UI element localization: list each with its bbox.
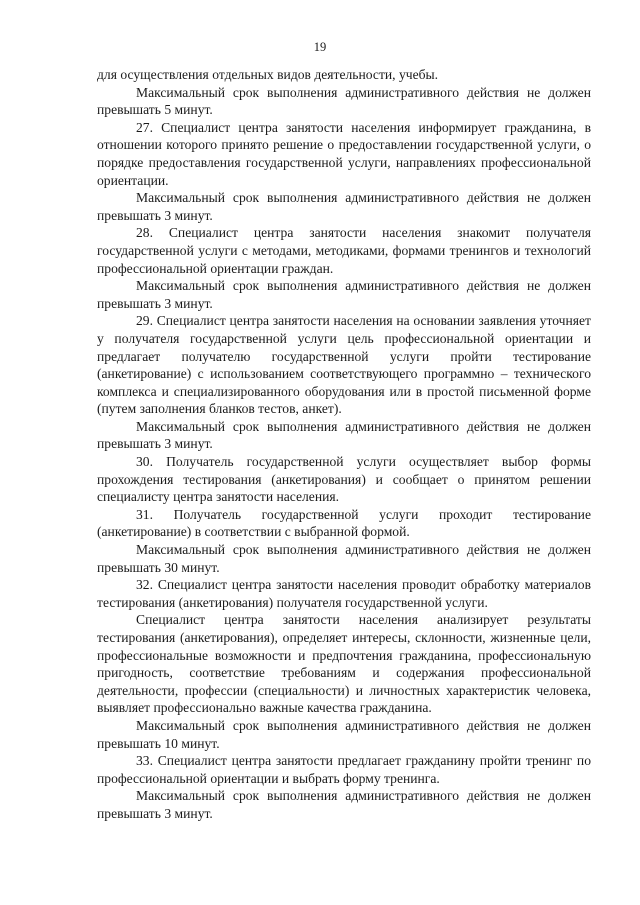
paragraph: Максимальный срок выполнения административного действия не должен превышать 3 минут. — [97, 278, 591, 311]
paragraph: Максимальный срок выполнения административного действия не должен превышать 30 минут. — [97, 542, 591, 575]
paragraph: 31. Получатель государственной услуги проходит тестирование (анкетирование) в соответствии с выбранной формой. — [97, 506, 591, 540]
paragraph: Максимальный срок выполнения административного действия не должен превышать 3 минут. — [97, 190, 591, 223]
paragraph: Специалист центра занятости населения анализирует результаты тестирования (анкетирования), определяет интересы, склонности, жизненные цели, профессиональные возможности и предпочтения гражданина, профессиональную пригодность, соответствие требованиям и содержания профессиональной деятельности, профессии (специальности) и личностных характеристик человека, выявляет профессионально важные качества гражданина. — [97, 612, 591, 716]
paragraph: для осуществления отдельных видов деятельности, учебы. — [97, 67, 439, 82]
paragraph: Максимальный срок выполнения административного действия не должен превышать 10 минут. — [97, 717, 591, 751]
paragraph: 29. Специалист центра занятости населения на основании заявления уточняет у получателя государственной услуги цель профессиональной ориентации и предлагает получателю государственной услуги пройти тестирование (анкетирование) с использованием соответствующего программно – технического комплекса и специализированного оборудования или в простой письменной форме (путем заполнения бланков тестов, анкет). — [97, 313, 591, 417]
paragraph: Максимальный срок выполнения административного действия не должен превышать 3 минут. — [97, 788, 591, 821]
paragraph: Максимальный срок выполнения административного действия не должен превышать 3 минут. — [97, 418, 591, 452]
paragraph: Максимальный срок выполнения административного действия не должен превышать 5 минут. — [97, 84, 591, 118]
page-number: 19 — [313, 40, 327, 54]
document-body — [97, 66, 591, 823]
paragraph: 27. Специалист центра занятости населения информирует гражданина, в отношении которого принято решение о предоставлении государственной услуги, о порядке предоставления государственной услуги, направлениях профессиональной ориентации. — [97, 119, 591, 188]
paragraph: 33. Специалист центра занятости предлагает гражданину пройти тренинг по профессиональной ориентации и выбрать форму тренинга. — [97, 753, 591, 786]
paragraph: 28. Специалист центра занятости населения знакомит получателя государственной услуги с методами, методиками, формами тренингов и технологий профессиональной ориентации граждан. — [97, 225, 591, 276]
paragraph: 32. Специалист центра занятости населения проводит обработку материалов тестирования (анкетирования) получателя государственной услуги. — [97, 577, 591, 610]
paragraph: 30. Получатель государственной услуги осуществляет выбор формы прохождения тестирования (анкетирования) и сообщает о принятом решении специалисту центра занятости населения. — [97, 454, 591, 505]
